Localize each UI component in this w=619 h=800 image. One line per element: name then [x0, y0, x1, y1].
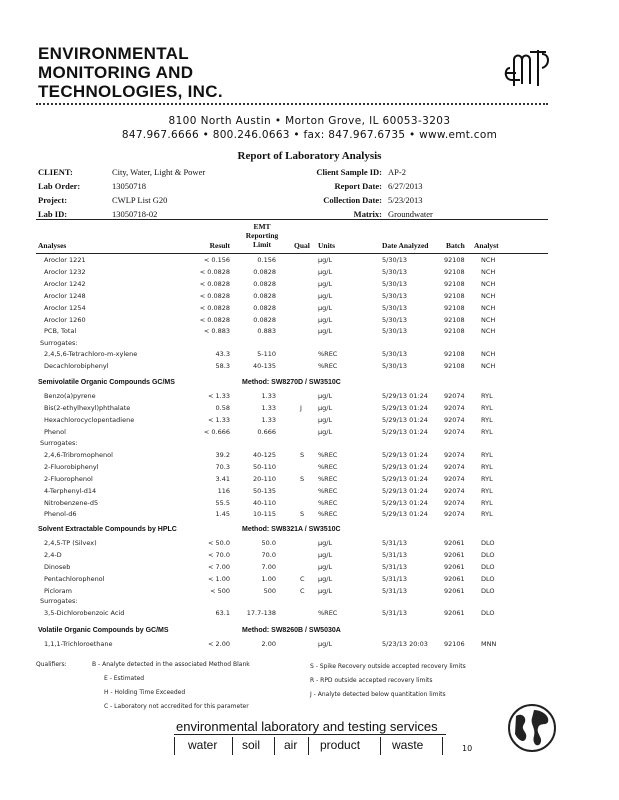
batch: 92108: [444, 292, 465, 300]
report-date-label: Report Date:: [334, 181, 382, 191]
batch: 92074: [444, 404, 465, 412]
units: µg/L: [318, 304, 333, 312]
table-row: [0, 575, 619, 586]
analyte-name: Aroclor 1242: [44, 280, 86, 288]
result-value: < 0.883: [203, 327, 230, 335]
svoc-section-header: [38, 379, 598, 390]
date-analyzed: 5/31/13: [382, 551, 408, 559]
table-row: [0, 362, 619, 373]
analyst: NCH: [481, 268, 496, 276]
sample-id-label: Client Sample ID:: [316, 167, 382, 177]
units: %REC: [318, 510, 338, 518]
table-row: [0, 256, 619, 267]
date-analyzed: 5/30/13: [382, 350, 408, 358]
analyst: DLO: [481, 575, 495, 583]
date-analyzed: 5/31/13: [382, 563, 408, 571]
analyst: RYL: [481, 416, 493, 424]
reporting-limit: 1.00: [261, 575, 276, 583]
qualifier-c: C - Laboratory not accredited for this parameter: [104, 703, 249, 710]
section-title: Solvent Extractable Compounds by HPLC: [38, 526, 177, 533]
units: µg/L: [318, 640, 333, 648]
date-analyzed: 5/30/13: [382, 304, 408, 312]
qualifier: S: [300, 510, 305, 518]
result-value: < 0.0828: [199, 280, 230, 288]
units: µg/L: [318, 268, 333, 276]
batch: 92108: [444, 327, 465, 335]
date-analyzed: 5/29/13 01:24: [382, 475, 428, 483]
reporting-limit: 50-110: [252, 463, 276, 471]
batch: 92074: [444, 451, 465, 459]
reporting-limit: 50.0: [261, 539, 276, 547]
qualifier: C: [300, 575, 305, 583]
units: µg/L: [318, 428, 333, 436]
reporting-limit: 40-135: [252, 362, 276, 370]
table-row: [0, 640, 619, 651]
date-analyzed: 5/29/13 01:24: [382, 499, 428, 507]
company-address: 8100 North Austin • Morton Grove, IL 60053-3203: [168, 115, 451, 127]
date-analyzed: 5/29/13 01:24: [382, 510, 428, 518]
batch: 92061: [444, 563, 465, 571]
result-value: < 0.156: [203, 256, 230, 264]
qualifiers-label: Qualifiers:: [36, 661, 67, 668]
reporting-limit: 0.156: [257, 256, 276, 264]
batch: 92074: [444, 475, 465, 483]
analyst: RYL: [481, 510, 493, 518]
qualifier: S: [300, 451, 305, 459]
reporting-limit: 500: [263, 587, 276, 595]
table-row: [0, 280, 619, 291]
table-row: [0, 587, 619, 598]
pcb-surrogates-label: Surrogates:: [40, 339, 78, 347]
batch: 92108: [444, 316, 465, 324]
units: %REC: [318, 609, 338, 617]
units: %REC: [318, 350, 338, 358]
date-analyzed: 5/31/13: [382, 575, 408, 583]
result-value: < 70.0: [208, 551, 230, 559]
units: µg/L: [318, 404, 333, 412]
qualifier-r: R - RPD outside accepted recovery limits: [310, 677, 433, 684]
qualifier: S: [300, 475, 305, 483]
qualifier-h: H - Holding Time Exceeded: [104, 689, 186, 696]
reporting-limit: 50-135: [252, 487, 276, 495]
reporting-limit: 0.0828: [253, 292, 276, 300]
result-value: 58.3: [215, 362, 230, 370]
col-units: Units: [318, 241, 336, 250]
units: µg/L: [318, 256, 333, 264]
result-value: < 0.666: [203, 428, 230, 436]
units: µg/L: [318, 327, 333, 335]
qualifier: C: [300, 587, 305, 595]
col-date-analyzed: Date Analyzed: [382, 241, 429, 250]
analyst: NCH: [481, 350, 496, 358]
table-row: [0, 487, 619, 498]
footer-tagline: environmental laboratory and testing services: [176, 719, 438, 734]
col-analyses: Analyses: [38, 241, 67, 250]
result-value: 0.58: [215, 404, 230, 412]
section-method: Method: SW8260B / SW5030A: [242, 627, 341, 634]
analyst: NCH: [481, 292, 496, 300]
date-analyzed: 5/23/13 20:03: [382, 640, 428, 648]
batch: 92074: [444, 392, 465, 400]
voc-section-header: [38, 627, 598, 638]
batch: 92108: [444, 280, 465, 288]
units: %REC: [318, 487, 338, 495]
matrix-label: Matrix:: [353, 209, 382, 219]
analyte-name: 2-Fluorophenol: [44, 475, 93, 483]
batch: 92108: [444, 362, 465, 370]
analyte-name: Hexachlorocyclopentadiene: [44, 416, 135, 424]
analyte-name: Pentachlorophenol: [44, 575, 105, 583]
info-divider: [36, 219, 548, 220]
table-row: [0, 609, 619, 620]
analyte-name: Nitrobenzene-d5: [44, 499, 99, 507]
service-air: air: [284, 738, 298, 752]
section-method: Method: SW8321A / SW3510C: [242, 526, 341, 533]
qualifier-b: B - Analyte detected in the associated Method Blank: [92, 661, 250, 668]
analyst: DLO: [481, 563, 495, 571]
table-row: [0, 416, 619, 427]
globe-icon: [506, 702, 558, 754]
result-value: < 2.00: [208, 640, 230, 648]
date-analyzed: 5/30/13: [382, 256, 408, 264]
analyte-name: 4-Terphenyl-d14: [44, 487, 97, 495]
units: µg/L: [318, 587, 333, 595]
batch: 92061: [444, 575, 465, 583]
section-title: Volatile Organic Compounds by GC/MS: [38, 627, 169, 634]
result-value: 116: [217, 487, 230, 495]
report-title: Report of Laboratory Analysis: [237, 150, 382, 162]
section-method: Method: SW8270D / SW3510C: [242, 379, 341, 386]
analyst: RYL: [481, 428, 493, 436]
reporting-limit: 1.33: [261, 392, 276, 400]
table-row: [0, 475, 619, 486]
analyte-name: Benzo(a)pyrene: [44, 392, 96, 400]
reporting-limit: 20-110: [252, 475, 276, 483]
analyst: RYL: [481, 487, 493, 495]
batch: 92074: [444, 416, 465, 424]
table-row: [0, 304, 619, 315]
date-analyzed: 5/29/13 01:24: [382, 392, 428, 400]
table-row: [0, 404, 619, 415]
analyte-name: Aroclor 1254: [44, 304, 86, 312]
analyst: MNN: [481, 640, 497, 648]
analyte-name: 2,4,5-TP (Silvex): [44, 539, 97, 547]
reporting-limit: 1.33: [261, 416, 276, 424]
batch: 92074: [444, 499, 465, 507]
reporting-limit: 2.00: [261, 640, 276, 648]
section-title: Semivolatile Organic Compounds GC/MS: [38, 379, 175, 386]
client-label: CLIENT:: [38, 167, 73, 177]
qualifier-e: E - Estimated: [104, 675, 145, 682]
analyst: NCH: [481, 316, 496, 324]
table-row: [0, 268, 619, 279]
reporting-limit: 0.883: [257, 327, 276, 335]
date-analyzed: 5/31/13: [382, 539, 408, 547]
result-value: < 1.33: [208, 416, 230, 424]
result-value: < 0.0828: [199, 304, 230, 312]
table-row: [0, 316, 619, 327]
analyst: RYL: [481, 451, 493, 459]
result-value: < 500: [210, 587, 230, 595]
result-value: < 1.00: [208, 575, 230, 583]
result-value: 55.5: [215, 499, 230, 507]
units: %REC: [318, 362, 338, 370]
report-date-value: 6/27/2013: [388, 181, 423, 191]
result-value: 3.41: [215, 475, 230, 483]
table-row: [0, 551, 619, 562]
analyte-name: 3,5-Dichlorobenzoic Acid: [44, 609, 125, 617]
batch: 92108: [444, 350, 465, 358]
analyte-name: Dinoseb: [44, 563, 71, 571]
batch: 92074: [444, 487, 465, 495]
col-result: Result: [209, 241, 230, 250]
reporting-limit: 40-110: [252, 499, 276, 507]
batch: 92108: [444, 268, 465, 276]
units: µg/L: [318, 292, 333, 300]
hplc-section-header: [38, 526, 598, 537]
analyst: NCH: [481, 362, 496, 370]
page-number: 10: [462, 744, 473, 753]
analyte-name: 2-Fluorobiphenyl: [44, 463, 99, 471]
result-value: < 0.0828: [199, 316, 230, 324]
date-analyzed: 5/31/13: [382, 587, 408, 595]
reporting-limit: 0.0828: [253, 280, 276, 288]
reporting-limit: 1.33: [261, 404, 276, 412]
analyte-name: Aroclor 1248: [44, 292, 86, 300]
header-divider: [36, 103, 548, 105]
analyst: RYL: [481, 392, 493, 400]
collection-date-label: Collection Date:: [323, 195, 382, 205]
units: µg/L: [318, 416, 333, 424]
result-value: 43.3: [215, 350, 230, 358]
batch: 92074: [444, 463, 465, 471]
batch: 92061: [444, 539, 465, 547]
emt-logo-icon: [500, 46, 552, 88]
batch: 92108: [444, 256, 465, 264]
table-row: [0, 539, 619, 550]
service-product: product: [320, 738, 361, 752]
units: µg/L: [318, 575, 333, 583]
analyst: DLO: [481, 609, 495, 617]
batch: 92074: [444, 428, 465, 436]
date-analyzed: 5/29/13 01:24: [382, 416, 428, 424]
analyte-name: Aroclor 1260: [44, 316, 86, 324]
lab-id-value: 13050718-02: [112, 209, 158, 219]
analyst: NCH: [481, 327, 496, 335]
service-soil: soil: [242, 738, 261, 752]
reporting-limit: 5-110: [257, 350, 276, 358]
analyst: DLO: [481, 539, 495, 547]
analyst: DLO: [481, 551, 495, 559]
table-row: [0, 451, 619, 462]
reporting-limit: 40-125: [252, 451, 276, 459]
units: %REC: [318, 451, 338, 459]
table-row: [0, 327, 619, 338]
date-analyzed: 5/30/13: [382, 316, 408, 324]
units: µg/L: [318, 392, 333, 400]
table-row: [0, 499, 619, 510]
analyst: RYL: [481, 404, 493, 412]
company-name: ENVIRONMENTAL MONITORING AND TECHNOLOGIES, INC.: [38, 44, 223, 101]
units: µg/L: [318, 316, 333, 324]
table-row: [0, 428, 619, 439]
qualifier-s: S - Spike Recovery outside accepted recovery limits: [310, 663, 466, 670]
analyst: NCH: [481, 280, 496, 288]
table-row: [0, 510, 619, 521]
reporting-limit: 0.666: [257, 428, 276, 436]
matrix-value: Groundwater: [388, 209, 433, 219]
result-value: < 0.0828: [199, 292, 230, 300]
date-analyzed: 5/30/13: [382, 362, 408, 370]
date-analyzed: 5/30/13: [382, 292, 408, 300]
units: %REC: [318, 475, 338, 483]
table-row: [0, 292, 619, 303]
result-value: < 7.00: [208, 563, 230, 571]
analyte-name: Decachlorobiphenyl: [44, 362, 109, 370]
analyte-name: 2,4,5,6-Tetrachloro-m-xylene: [44, 350, 138, 358]
table-row: [0, 392, 619, 403]
client-value: City, Water, Light & Power: [112, 167, 206, 177]
sample-id-value: AP-2: [388, 167, 406, 177]
reporting-limit: 70.0: [261, 551, 276, 559]
units: %REC: [318, 499, 338, 507]
date-analyzed: 5/29/13 01:24: [382, 451, 428, 459]
analyst: DLO: [481, 587, 495, 595]
batch: 92061: [444, 551, 465, 559]
col-qual: Qual: [294, 241, 310, 250]
hplc-surrogates-label: Surrogates:: [40, 597, 78, 605]
col-reporting-limit: EMT Reporting Limit: [245, 222, 279, 249]
lab-order-value: 13050718: [112, 181, 146, 191]
analyst: RYL: [481, 463, 493, 471]
date-analyzed: 5/31/13: [382, 609, 408, 617]
date-analyzed: 5/29/13 01:24: [382, 487, 428, 495]
analyst: RYL: [481, 475, 493, 483]
batch: 92108: [444, 304, 465, 312]
col-analyst: Analyst: [474, 241, 499, 250]
analyte-name: 1,1,1-Trichloroethane: [44, 640, 113, 648]
units: µg/L: [318, 551, 333, 559]
date-analyzed: 5/30/13: [382, 327, 408, 335]
reporting-limit: 17.7-138: [246, 609, 276, 617]
analyte-name: PCB, Total: [44, 327, 77, 335]
batch: 92106: [444, 640, 465, 648]
analyst: NCH: [481, 304, 496, 312]
lab-order-label: Lab Order:: [38, 181, 81, 191]
date-analyzed: 5/29/13 01:24: [382, 428, 428, 436]
batch: 92061: [444, 609, 465, 617]
svoc-surrogates-label: Surrogates:: [40, 439, 78, 447]
service-waste: waste: [392, 738, 424, 752]
result-value: < 1.33: [208, 392, 230, 400]
reporting-limit: 0.0828: [253, 316, 276, 324]
lab-id-label: Lab ID:: [38, 209, 68, 219]
result-value: < 50.0: [208, 539, 230, 547]
qualifier: J: [300, 404, 302, 412]
reporting-limit: 0.0828: [253, 268, 276, 276]
qualifier-j: J - Analyte detected below quantitation limits: [310, 691, 446, 698]
table-row: [0, 563, 619, 574]
service-water: water: [188, 738, 218, 752]
project-label: Project:: [38, 195, 68, 205]
analyte-name: Phenol-d6: [44, 510, 77, 518]
units: µg/L: [318, 563, 333, 571]
column-header-divider: [36, 253, 548, 254]
analyte-name: Picloram: [44, 587, 72, 595]
reporting-limit: 0.0828: [253, 304, 276, 312]
result-value: 70.3: [215, 463, 230, 471]
analyte-name: Phenol: [44, 428, 66, 436]
analyte-name: Aroclor 1232: [44, 268, 86, 276]
date-analyzed: 5/30/13: [382, 280, 408, 288]
result-value: 39.2: [215, 451, 230, 459]
batch: 92061: [444, 587, 465, 595]
units: %REC: [318, 463, 338, 471]
result-value: 63.1: [215, 609, 230, 617]
footer-divider: [174, 734, 446, 735]
analyte-name: 2,4-D: [44, 551, 62, 559]
analyst: NCH: [481, 256, 496, 264]
analyst: RYL: [481, 499, 493, 507]
date-analyzed: 5/29/13 01:24: [382, 463, 428, 471]
collection-date-value: 5/23/2013: [388, 195, 423, 205]
units: µg/L: [318, 280, 333, 288]
project-value: CWLP List G20: [112, 195, 168, 205]
result-value: 1.45: [215, 510, 230, 518]
company-contacts: 847.967.6666 • 800.246.0663 • fax: 847.967.6735 • www.emt.com: [121, 129, 498, 141]
date-analyzed: 5/30/13: [382, 268, 408, 276]
table-row: [0, 463, 619, 474]
col-batch: Batch: [446, 241, 465, 250]
units: µg/L: [318, 539, 333, 547]
analyte-name: 2,4,6-Tribromophenol: [44, 451, 113, 459]
reporting-limit: 10-115: [252, 510, 276, 518]
batch: 92074: [444, 510, 465, 518]
qualifiers-legend: [36, 659, 556, 711]
analyte-name: Bis(2-ethylhexyl)phthalate: [44, 404, 131, 412]
date-analyzed: 5/29/13 01:24: [382, 404, 428, 412]
analyte-name: Aroclor 1221: [44, 256, 86, 264]
result-value: < 0.0828: [199, 268, 230, 276]
reporting-limit: 7.00: [261, 563, 276, 571]
table-row: [0, 350, 619, 361]
